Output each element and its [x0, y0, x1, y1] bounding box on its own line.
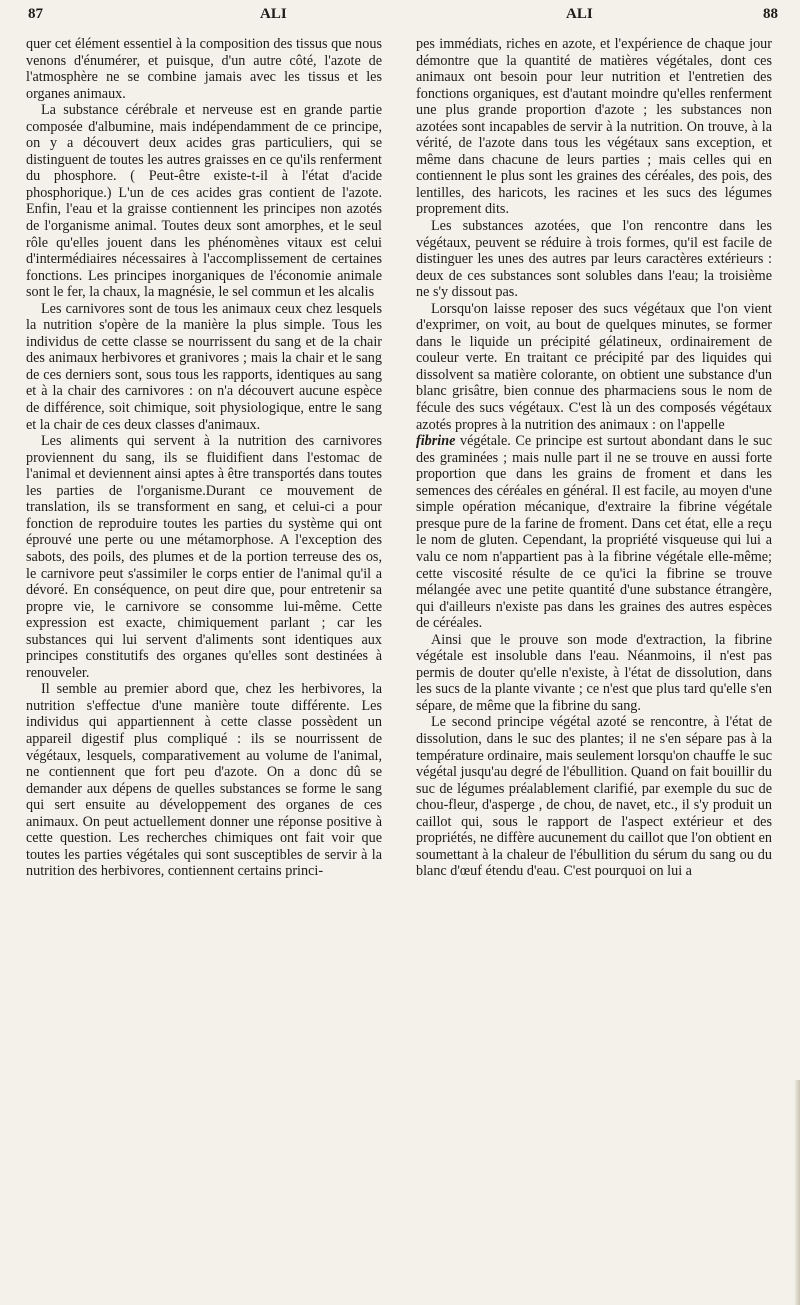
paragraph: Lorsqu'on laisse reposer des sucs végétaux que l'on vient d'exprimer, on voit, au bout de quelques minutes, se former dans le liquide un précipité gélatineux, ordinairement de couleur verte. En traitant ce précipité par des liquides qui dissolvent sa matière colorante, on obtient une substance d'un blanc grisâtre, bien connue des pharmaciens sous le nom de fécule des sucs végétaux. C'est là un des composés végétaux azotés propres à la nutrition des animaux : on l'appelle — [416, 300, 772, 433]
page-header — [28, 6, 778, 30]
paragraph-continuation: végétale. Ce principe est surtout abondant dans le suc des graminées ; mais nulle part il ne se trouve en aussi forte proportion que dans les grains de froment et dans les semences des céréales en général. Il est facile, au moyen d'une simple opération mécanique, d'extraire la fibrine végétale presque pure de la farine de froment. Dans cet état, elle a reçu le nom de gluten. Cependant, la propriété visqueuse qui lui a valu ce nom n'appartient pas à la fibrine végétale elle-même; cette viscosité résulte de ce qu'ici la fibrine se trouve mélangée avec une petite quantité d'une substance étrangère, qui d'ailleurs n'existe pas dans les graines des autres espèces de céréales. — [416, 433, 772, 632]
paragraph: quer cet élément essentiel à la composition des tissus que nous venons d'énumérer, et puisque, d'un autre côté, l'azote de l'atmosphère ne se combine jamais avec les tissus et les organes animaux. — [26, 36, 382, 102]
page-edge-shadow — [794, 1080, 800, 1305]
paragraph: pes immédiats, riches en azote, et l'expérience de chaque jour démontre que la quantité de matières végétales, dont ces animaux ont besoin pour leur nutrition et l'entretien des fonctions organiques, est d'autant moindre qu'elles renferment une plus grande proportion d'azote ; les substances non azotées sont incapables de servir à la nutrition. On trouve, à la vérité, de l'azote dans tous les végétaux sans exception, et même dans chacune de leurs parties ; mais celles qui en contiennent le plus sont les graines des céréales, des pois, des lentilles, des haricots, les racines et les sucs des légumes proprement dits. — [416, 36, 772, 218]
page-number-left: 87 — [28, 6, 43, 22]
left-column — [26, 36, 382, 880]
paragraph: Il semble au premier abord que, chez les herbivores, la nutrition s'effectue d'une manière toute différente. Les individus qui appartiennent à cette classe possèdent un appareil digestif plus compliqué : ils se nourrissent de végétaux, lesquels, comparativement au volume de l'animal, ne contiennent que fort peu d'azote. On a donc dû se demander aux dépens de quelles substances se forme le sang qui sert ensuite au développement des organes de ces animaux. On peut actuellement donner une réponse positive à cette question. Les recherches chimiques ont fait voir que toutes les parties végétales qui sont susceptibles de servir à la nutrition des herbivores, contiennent certains princi- — [26, 681, 382, 880]
paragraph: Les carnivores sont de tous les animaux ceux chez lesquels la nutrition s'opère de la manière la plus simple. Tous les individus de cette classe se nourrissent du sang et de la chair des animaux herbivores et granivores ; mais la chair et le sang de ces derniers sont, sous tous les rapports, identiques au sang et à la chair des carnivores : on n'a découvert aucune espèce de différence, soit chimique, soit physiologique, entre le sang et la chair de ces deux classes d'animaux. — [26, 300, 382, 433]
paragraph: La substance cérébrale et nerveuse est en grande partie composée d'albumine, mais indépendamment de ce principe, on y a découvert deux acides gras particuliers, qui se distinguent de toutes les autres graisses en ce qu'ils renferment du phosphore. ( Peut-être existe-t-il à l'état d'acide phosphorique.) L'un de ces acides gras contient de l'azote. Enfin, l'eau et la graisse contiennent les principes non azotés de l'organisme animal. Toutes deux sont amorphes, et le seul rôle qu'elles jouent dans les phénomènes vitaux est celui d'intermédiaires nécessaires à l'accomplissement de certaines fonctions. Les principes inorganiques de l'économie animale sont le fer, la chaux, la magnésie, le sel commun et les alcalis — [26, 102, 382, 301]
running-head-left: ALI — [260, 6, 287, 22]
emphasis-term: fibrine — [416, 433, 456, 450]
paragraph: Ainsi que le prouve son mode d'extraction, la fibrine végétale est insoluble dans l'eau. Néanmoins, il n'est pas permis de douter qu'elle n'existe, à l'état de dissolution, dans les sucs de la plante vivante ; ce n'est que plus tard qu'elle s'en sépare, de même que la fibrine du sang. — [416, 631, 772, 714]
running-head-right: ALI — [566, 6, 593, 22]
paragraph: Le second principe végétal azoté se rencontre, à l'état de dissolution, dans le suc des plantes; il ne s'en sépare pas à la température ordinaire, mais seulement lorsqu'on chauffe le suc végétal jusqu'au degré de l'ébullition. Quand on fait bouillir du suc de légumes préalablement clarifié, par exemple du suc de chou-fleur, d'asperge , de chou, de navet, etc., il s'y produit un caillot qui, sous le rapport de l'aspect extérieur et des propriétés, ne diffère aucunement du caillot que l'on obtient en soumettant à la chaleur de l'ébullition du sérum du sang ou du blanc d'œuf étendu d'eau. C'est pourquoi on lui a — [416, 714, 772, 880]
paragraph-with-emphasis — [416, 433, 772, 632]
right-column — [416, 36, 772, 880]
paragraph: Les substances azotées, que l'on rencontre dans les végétaux, peuvent se réduire à trois formes, qu'il est facile de distinguer les unes des autres par leurs caractères extérieurs : deux de ces substances sont solubles dans l'eau; la troisième ne s'y dissout pas. — [416, 218, 772, 301]
page-number-right: 88 — [763, 6, 778, 22]
paragraph: Les aliments qui servent à la nutrition des carnivores proviennent du sang, ils se fluidifient dans l'estomac de l'animal et deviennent ainsi aptes à être transportés dans toutes les parties de l'organisme.Durant ce mouvement de translation, ils se transforment en sang, et celui-ci a pour fonction de reproduire toutes les parties du système qui ont éprouvé une perte ou une métamorphose. A l'exception des sabots, des poils, des plumes et de la portion terreuse des os, le carnivore peut s'assimiler le corps entier de l'animal qu'il a dévoré. En conséquence, on peut dire que, pour entretenir sa propre vie, le carnivore se consomme lui-même. Cette expression est exacte, chimiquement parlant ; car les substances qui lui servent d'aliments sont identiques aux principes constitutifs des organes qu'elles sont destinées à renouveler. — [26, 433, 382, 681]
